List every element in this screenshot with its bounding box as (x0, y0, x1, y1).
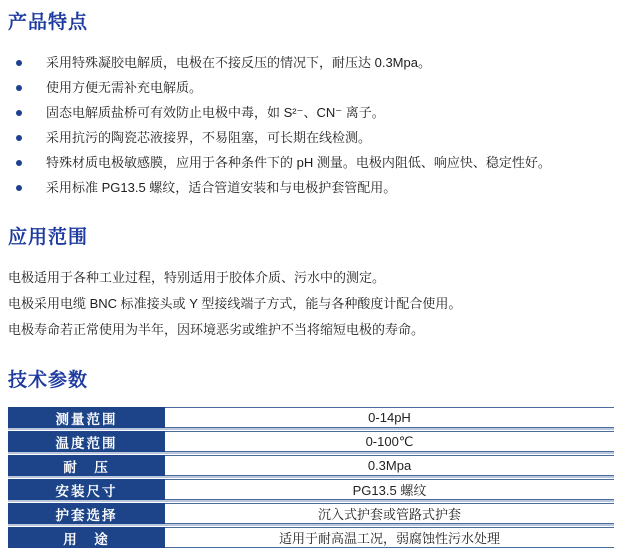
feature-item-text: 采用特殊凝胶电解质，电极在不接反压的情况下，耐压达 0.3Mpa。 (46, 54, 431, 70)
bullet-icon (16, 135, 22, 141)
bullet-icon (16, 60, 22, 66)
spec-label: 温度范围 (8, 431, 165, 452)
spec-value: 0-14pH (165, 407, 614, 428)
specs-table (8, 407, 614, 548)
application-paragraph: 电极采用电缆 BNC 标准接头或 Y 型接线端子方式，能与各种酸度计配合使用。 (8, 295, 462, 311)
bullet-icon (16, 85, 22, 91)
features-section-title: 产品特点 (8, 12, 89, 33)
spec-value: 0-100℃ (165, 431, 614, 452)
feature-list (8, 50, 614, 200)
feature-item (8, 50, 614, 75)
spec-label: 护套选择 (8, 503, 165, 524)
table-row (8, 479, 614, 500)
feature-item-text: 固态电解质盐桥可有效防止电极中毒，如 S²⁻、CN⁻ 离子。 (46, 104, 385, 120)
application-paragraph: 电极寿命若正常使用为半年，因环境恶劣或维护不当将缩短电极的寿命。 (8, 321, 425, 337)
applications-section-title: 应用范围 (8, 226, 89, 248)
table-row (8, 503, 614, 524)
spec-value: 沉入式护套或管路式护套 (165, 503, 614, 524)
feature-item-text: 使用方便无需补充电解质。 (46, 79, 203, 95)
table-row (8, 455, 614, 476)
bullet-icon (16, 160, 22, 166)
bullet-icon (16, 110, 22, 116)
feature-item (8, 100, 614, 125)
feature-item (8, 150, 614, 175)
table-row (8, 527, 614, 548)
feature-item-text: 特殊材质电极敏感膜，应用于各种条件下的 pH 测量。电极内阻低、响应快、稳定性好。 (46, 154, 551, 170)
table-row (8, 407, 614, 428)
spec-label: 安装尺寸 (8, 479, 165, 500)
application-paragraph: 电极适用于各种工业过程，特别适用于胶体介质、污水中的测定。 (8, 269, 386, 285)
feature-item-text: 采用标准 PG13.5 螺纹，适合管道安装和与电极护套管配用。 (46, 179, 397, 195)
feature-item (8, 175, 614, 200)
bullet-icon (16, 185, 22, 191)
spec-label: 测量范围 (8, 407, 165, 428)
feature-item (8, 75, 614, 100)
spec-value: PG13.5 螺纹 (165, 479, 614, 500)
specs-section-title: 技术参数 (8, 369, 89, 391)
table-row (8, 431, 614, 452)
feature-item-text: 采用抗污的陶瓷芯液接界，不易阻塞，可长期在线检测。 (46, 129, 372, 145)
spec-label: 用 途 (8, 527, 165, 548)
spec-value: 适用于耐高温工况，弱腐蚀性污水处理 (165, 527, 614, 548)
spec-value: 0.3Mpa (165, 455, 614, 476)
applications-paragraphs (8, 265, 614, 343)
spec-label: 耐 压 (8, 455, 165, 476)
feature-item (8, 125, 614, 150)
